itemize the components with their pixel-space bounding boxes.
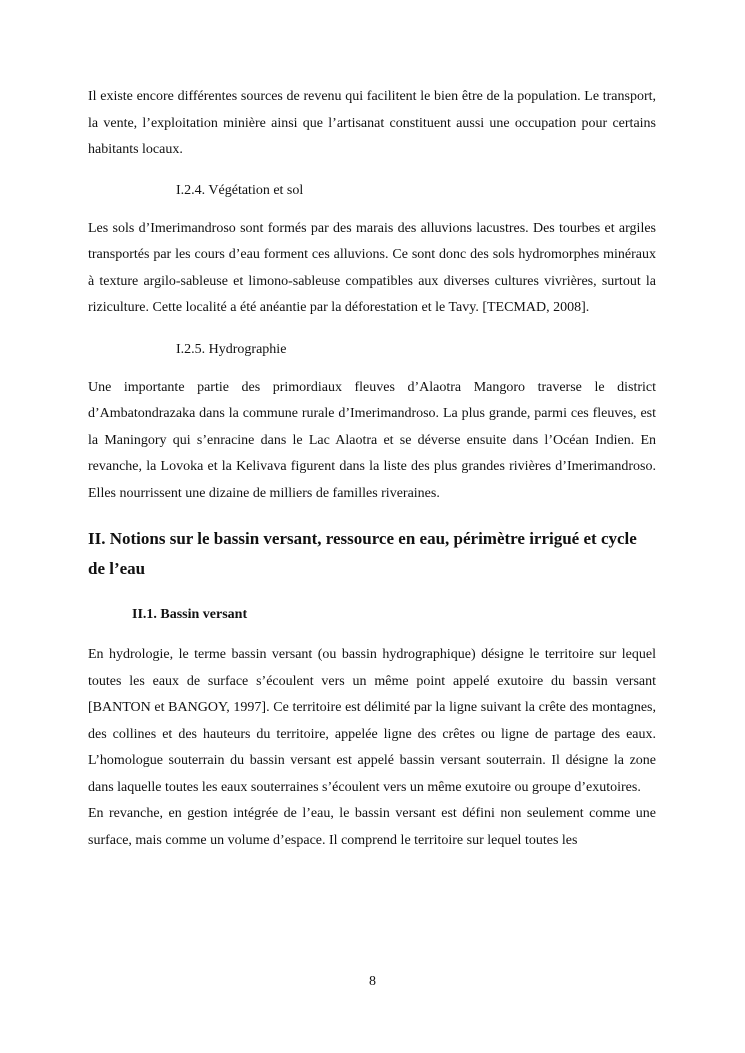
paragraph-gestion-integree: En revanche, en gestion intégrée de l’eau, le bassin versant est défini non seulement comme une surface, mais comme un volume d’espace. Il comprend le territoire sur lequel toutes les — [88, 806, 656, 848]
heading-hydrographie: I.2.5. Hydrographie — [176, 341, 287, 357]
paragraph-bassin-definition: En hydrologie, le terme bassin versant (ou bassin hydrographique) désigne le territoire sur lequel toutes les eaux de surface s’écoulent vers un même point appelé exutoire du bassin versant [BANTON et BANGOY, 1997]. Ce territoire est délimité par la ligne suivant la crête des montagnes, des collines et des hauteurs du territoire, appelée ligne des crêtes ou ligne de partage des eaux. L’homologue souterrain du bassin versant est appelé bassin versant souterrain. Il désigne la zone dans laquelle toutes les eaux souterraines s’écoulent vers un même exutoire ou groupe d’exutoires. — [88, 647, 656, 795]
paragraph-hydrographie: Une importante partie des primordiaux fleuves d’Alaotra Mangoro traverse le district d’Ambatondrazaka dans la commune rurale d’Imerimandroso. La plus grande, parmi ces fleuves, est la Maningory qui s’enracine dans le Lac Alaotra et se déverse ensuite dans l’Océan Indien. En revanche, la Lovoka et la Kelivava figurent dans la liste des plus grandes rivières d’Imerimandroso. Elles nourrissent une dizaine de milliers de familles riveraines. — [88, 379, 656, 501]
paragraph-revenue: Il existe encore différentes sources de revenu qui facilitent le bien être de la population. Le transport, la vente, l’exploitation minière ainsi que l’artisanat constituent aussi une occupation pour certains habitants locaux. — [88, 89, 656, 157]
document-page — [88, 84, 656, 854]
page-number: 8 — [369, 974, 376, 989]
heading-bassin-versant: II.1. Bassin versant — [132, 607, 248, 622]
paragraph-soils: Les sols d’Imerimandroso sont formés par des marais des alluvions lacustres. Des tourbes et argiles transportés par les cours d’eau forment ces alluvions. Ce sont donc des sols hydromorphes minéraux à texture argilo-sableuse et limono-sableuse compatibles aux diverses cultures vivrières, surtout la riziculture. Cette localité a été anéantie par la déforestation et le Tavy. [TECMAD, 2008]. — [88, 220, 656, 315]
heading-section-ii: II. Notions sur le bassin versant, ressource en eau, périmètre irrigué et cycle de l’eau — [88, 529, 637, 578]
heading-vegetation-sol: I.2.4. Végétation et sol — [176, 182, 304, 198]
